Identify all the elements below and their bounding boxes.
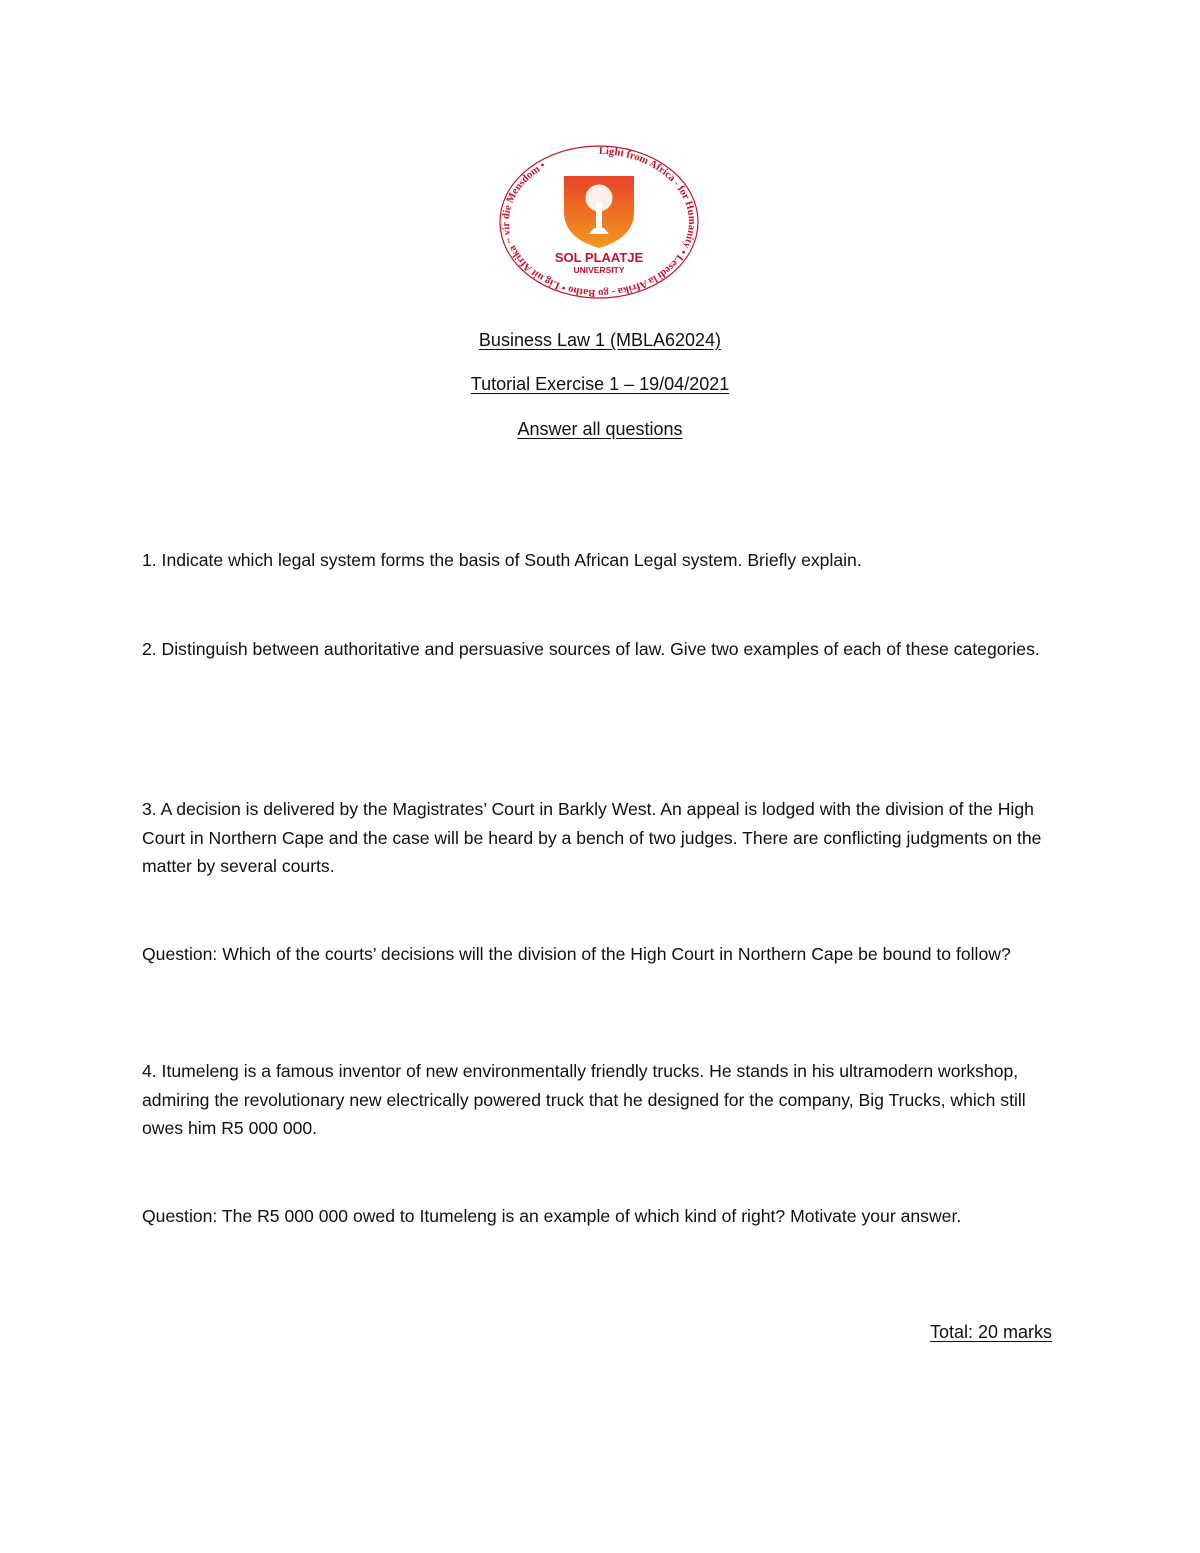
- sol-plaatje-university-logo: [496, 142, 702, 306]
- total-marks: Total: 20 marks: [929, 1322, 1052, 1342]
- instruction-text: Answer all questions: [517, 419, 683, 439]
- exercise-title: Tutorial Exercise 1 – 19/04/2021: [470, 374, 730, 394]
- course-title: Business Law 1 (MBLA62024): [478, 330, 722, 350]
- question-4-prompt: Question: The R5 000 000 owed to Itumeleng is an example of which kind of right? Motivate your answer.: [142, 1206, 962, 1226]
- question-3: 3. A decision is delivered by the Magistrates’ Court in Barkly West. An appeal is lodged with the division of the High Court in Northern Cape and the case will be heard by a bench of two judges. There are conflicting judgments on the matter by several courts.: [142, 799, 1042, 876]
- logo-name-line2: UNIVERSITY: [573, 265, 625, 275]
- question-2: 2. Distinguish between authoritative and persuasive sources of law. Give two examples of each of these categories.: [142, 639, 1040, 659]
- question-3-prompt: Question: Which of the courts’ decisions will the division of the High Court in Northern Cape be bound to follow?: [142, 944, 1011, 964]
- logo-name-line1: SOL PLAATJE: [554, 250, 644, 265]
- question-1: 1. Indicate which legal system forms the basis of South African Legal system. Briefly explain.: [142, 550, 862, 570]
- question-4: 4. Itumeleng is a famous inventor of new environmentally friendly trucks. He stands in his ultramodern workshop, admiring the revolutionary new electrically powered truck that he designed for the company, Big Trucks, which still owes him R5 000 000.: [142, 1061, 1026, 1138]
- logo-ring-text: Light from Africa - for Humanity • Lesedi la Afrika - go Batho • Lig uit Afrika ~ vir die Mensdom •: [500, 145, 698, 299]
